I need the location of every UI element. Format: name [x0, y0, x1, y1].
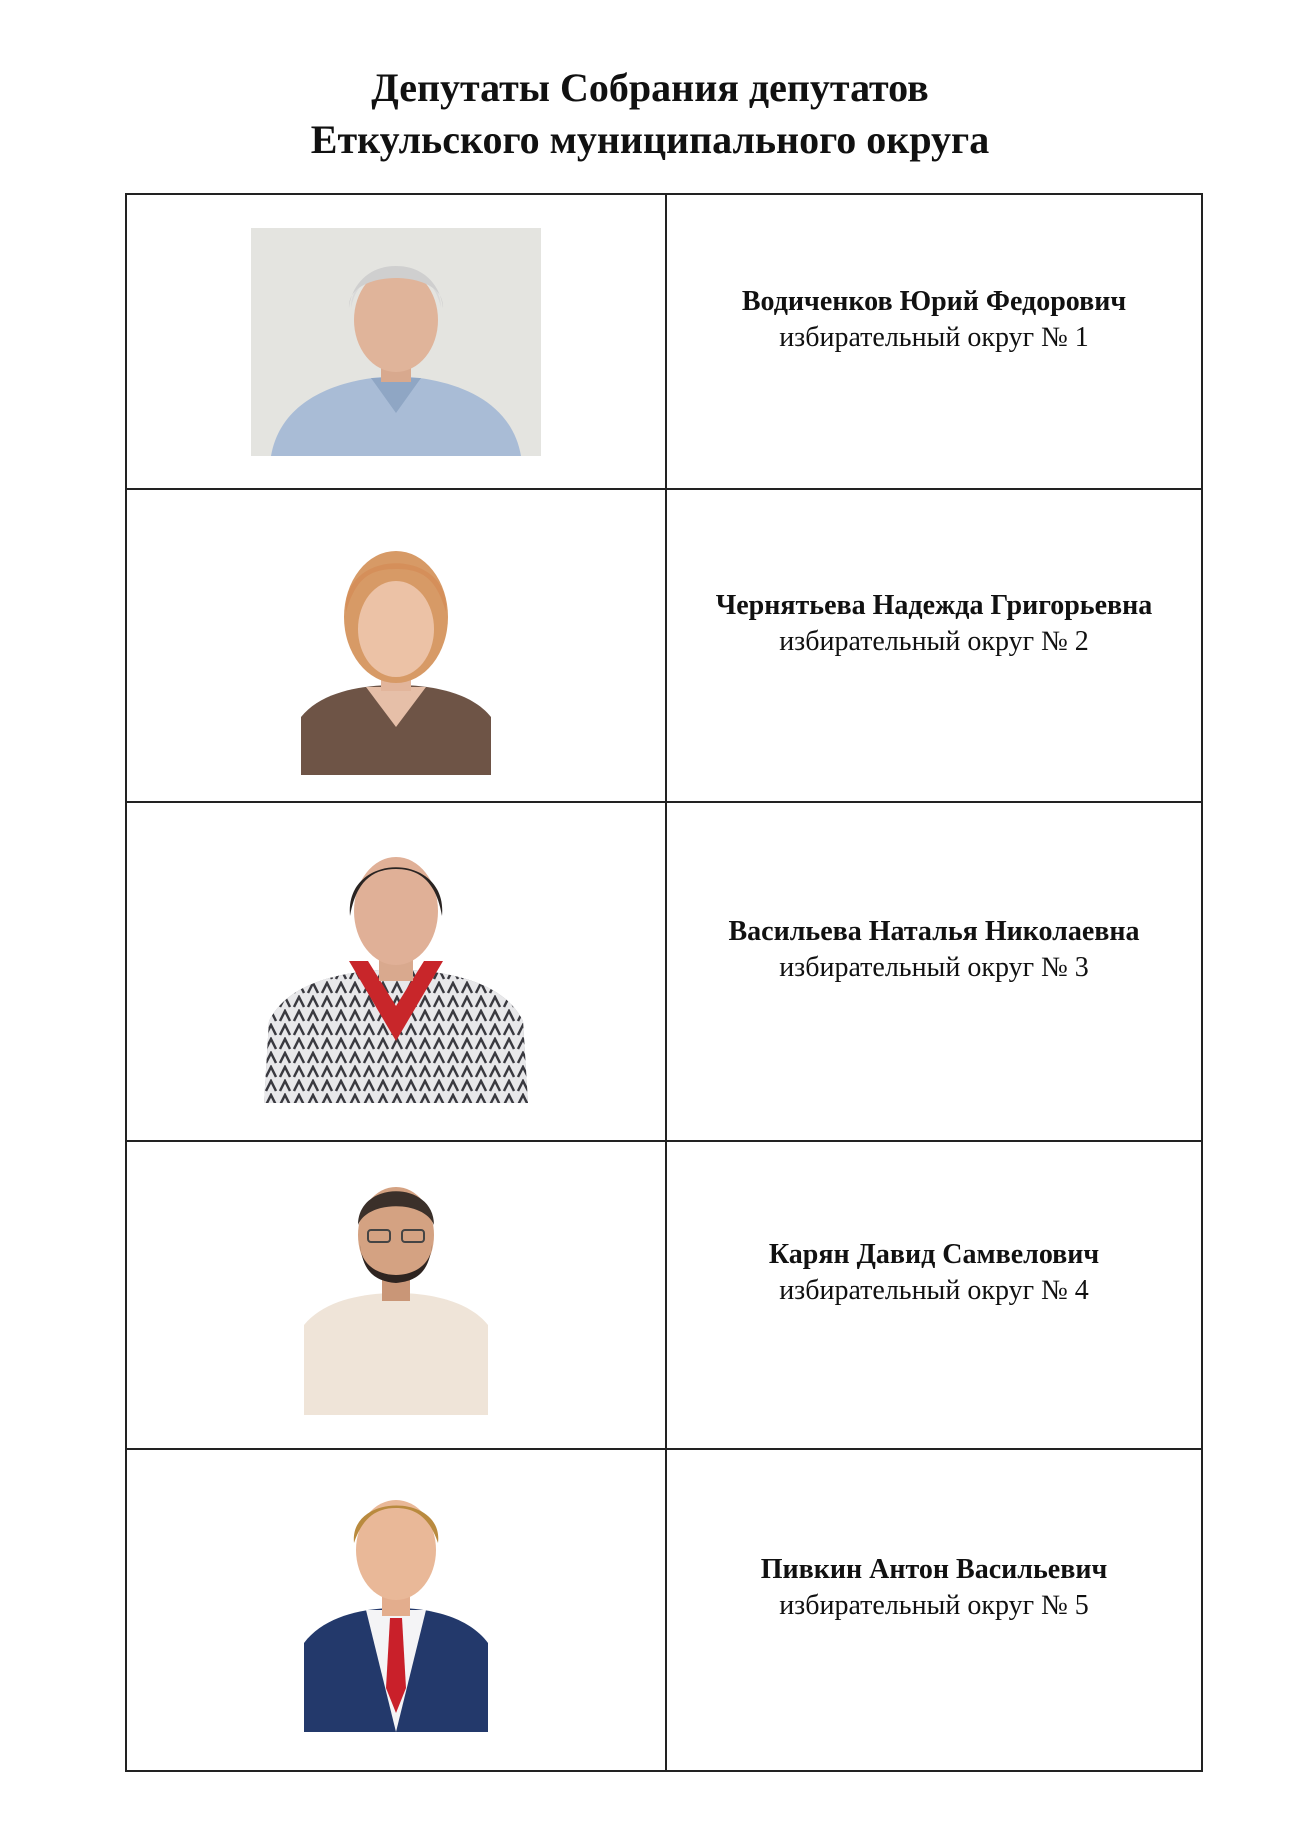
info-cell — [666, 489, 1202, 802]
info-cell — [666, 194, 1202, 489]
deputy-district: избирательный округ № 1 — [779, 321, 1089, 353]
info-cell — [666, 802, 1202, 1141]
photo-cell — [126, 489, 666, 802]
deputy-district: избирательный округ № 3 — [779, 951, 1089, 983]
page-title-line-1: Депутаты Собрания депутатов — [371, 65, 929, 110]
portrait-photo-icon — [304, 1488, 488, 1732]
photo-cell — [126, 194, 666, 489]
portrait-photo-icon — [304, 1175, 488, 1415]
info-cell — [666, 1449, 1202, 1771]
deputy-name: Водиченков Юрий Федорович — [741, 285, 1127, 317]
deputies-table — [125, 193, 1203, 1772]
page-title-line-2: Еткульского муниципального округа — [310, 117, 990, 162]
table-row — [126, 489, 1202, 802]
deputy-district: избирательный округ № 5 — [779, 1590, 1089, 1621]
portrait-photo-icon — [251, 228, 541, 456]
photo-cell — [126, 1141, 666, 1449]
portrait-photo-icon — [301, 517, 491, 775]
table-row — [126, 1141, 1202, 1449]
info-cell — [666, 1141, 1202, 1449]
table-row — [126, 194, 1202, 489]
deputy-name: Чернятьева Надежда Григорьевна — [715, 589, 1153, 621]
deputy-name: Карян Давид Самвелович — [768, 1239, 1100, 1270]
photo-cell — [126, 1449, 666, 1771]
deputy-district: избирательный округ № 4 — [779, 1275, 1089, 1306]
table-row — [126, 802, 1202, 1141]
table-row — [126, 1449, 1202, 1771]
deputy-name: Пивкин Антон Васильевич — [760, 1554, 1108, 1585]
deputy-district: избирательный округ № 2 — [779, 625, 1089, 657]
page-title — [0, 62, 1300, 166]
deputy-name: Васильева Наталья Николаевна — [728, 915, 1140, 947]
portrait-photo-icon — [264, 841, 528, 1103]
photo-cell — [126, 802, 666, 1141]
